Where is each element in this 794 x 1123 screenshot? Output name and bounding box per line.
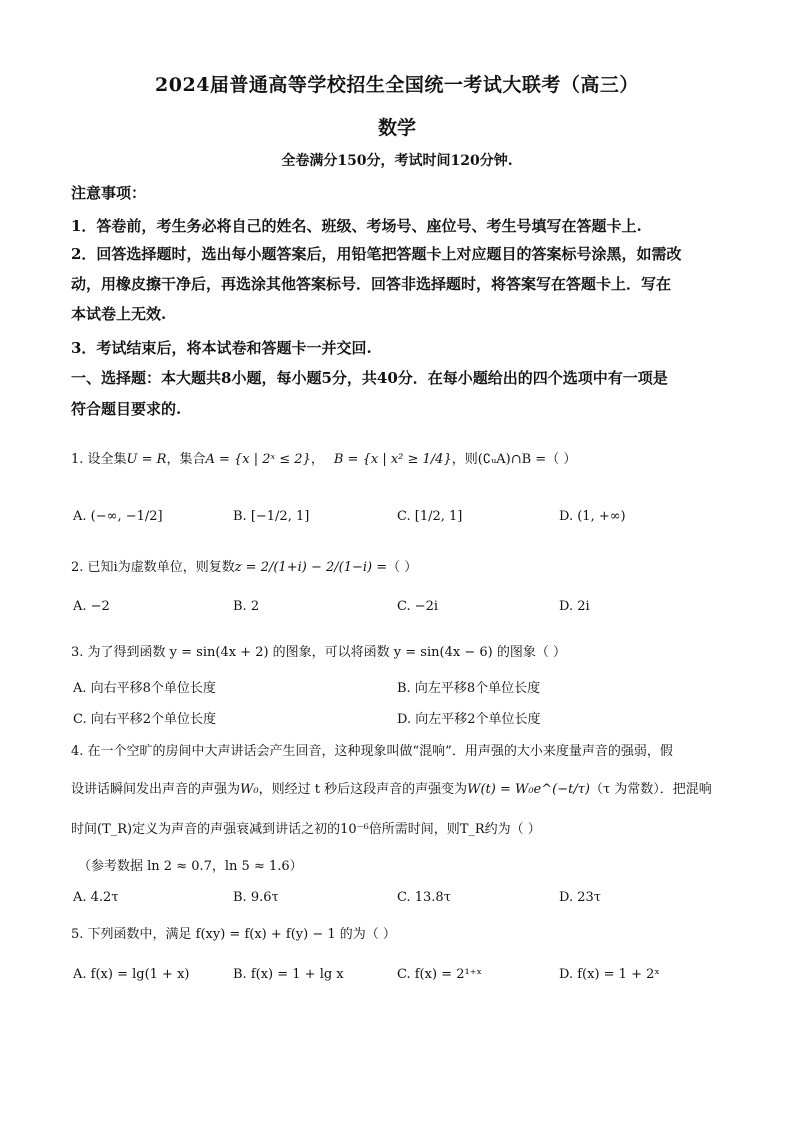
q1-sep: ， (310, 452, 324, 467)
exam-meta: 全卷满分150分，考试时间120分钟. (281, 153, 513, 169)
q5-option-c[interactable]: C. f(x) = 2¹⁺ˣ (397, 967, 483, 982)
q1-set-a: A = {x | 2ˣ ≤ 2} (205, 452, 311, 467)
q4-option-b[interactable]: B. 9.6τ (233, 890, 279, 905)
notice-item-2-line-1: 2．回答选择题时，选出每小题答案后，用铅笔把答题卡上对应题目的答案标号涂黑，如需改 (71, 245, 682, 263)
notice-item-3: 3．考试结束后，将本试卷和答题卡一并交回. (71, 339, 372, 357)
q4-formula: W(t) = W₀e^(−t/τ) (467, 782, 590, 797)
q4-line2c: （τ 为常数）．把混响 (589, 782, 712, 797)
q3-option-c[interactable]: C. 向右平移2个单位长度 (73, 712, 217, 727)
question-4-line-1: 4. 在一个空旷的房间中大声讲话会产生回音，这种现象叫做“混响”．用声强的大小来度量声音的强弱，假 (71, 744, 673, 759)
q1-set-b: B = {x | x² ≥ 1/4} (333, 452, 452, 467)
notice-heading: 注意事项： (71, 184, 147, 202)
question-4-reference: （参考数据 ln 2 ≈ 0.7，ln 5 ≈ 1.6） (78, 859, 303, 874)
q3-option-a[interactable]: A. 向右平移8个单位长度 (73, 681, 216, 696)
section1-line-2: 符合题目要求的. (71, 400, 182, 418)
q4-w0: W₀ (240, 782, 259, 797)
q1-option-b[interactable]: B. [−1/2, 1] (233, 509, 310, 524)
exam-title: 2024届普通高等学校招生全国统一考试大联考（高三） (155, 74, 639, 96)
q4-option-a[interactable]: A. 4.2τ (73, 890, 119, 905)
q2-suffix: （ ） (387, 560, 418, 575)
q1-option-a[interactable]: A. (−∞, −1/2] (73, 509, 163, 524)
q5-option-d[interactable]: D. f(x) = 1 + 2ˣ (559, 967, 660, 982)
notice-item-1: 1．答卷前，考生务必将自己的姓名、班级、考场号、座位号、考生号填写在答题卡上. (71, 217, 642, 235)
q1-option-d[interactable]: D. (1, +∞) (559, 509, 626, 524)
q4-line2b: ，则经过 t 秒后这段声音的声强变为 (258, 782, 468, 797)
q1-mid: ，集合 (166, 452, 206, 467)
q2-option-c[interactable]: C. −2i (397, 599, 439, 614)
question-2 (71, 558, 731, 578)
q1-suffix: ，则(∁ᵤA)∩B =（ ） (451, 452, 577, 467)
q3-option-d[interactable]: D. 向左平移2个单位长度 (397, 712, 541, 727)
q2-stem: 2. 已知i为虚数单位，则复数 (71, 560, 235, 575)
q1-option-c[interactable]: C. [1/2, 1] (397, 509, 463, 524)
question-1 (71, 440, 731, 480)
q4-option-c[interactable]: C. 13.8τ (397, 890, 451, 905)
subject-title: 数学 (377, 117, 416, 139)
notice-item-2-line-2: 动，用橡皮擦干净后，再选涂其他答案标号．回答非选择题时，将答案写在答题卡上．写在 (71, 275, 672, 293)
q5-option-b[interactable]: B. f(x) = 1 + lg x (233, 967, 344, 982)
q2-option-b[interactable]: B. 2 (233, 599, 260, 614)
q2-option-a[interactable]: A. −2 (73, 599, 110, 614)
q4-line2a: 设讲话瞬间发出声音的声强为 (71, 782, 241, 797)
q2-option-d[interactable]: D. 2i (559, 599, 590, 614)
notice-item-2-line-3: 本试卷上无效. (71, 305, 167, 323)
q1-set-u: U = R (126, 452, 167, 467)
q3-option-b[interactable]: B. 向左平移8个单位长度 (397, 681, 541, 696)
question-4-line-3: 时间(T_R)定义为声音的声强衰减到讲话之初的10⁻⁶倍所需时间，则T_R约为（ ） (71, 822, 541, 837)
q2-expr: z = 2/(1+i) − 2/(1−i) = (234, 560, 388, 575)
q5-option-a[interactable]: A. f(x) = lg(1 + x) (73, 967, 190, 982)
question-5: 5. 下列函数中，满足 f(xy) = f(x) + f(y) − 1 的为（ ） (71, 927, 396, 942)
section1-line-1: 一、选择题：本大题共8小题，每小题5分，共40分．在每小题给出的四个选项中有一项是 (71, 369, 668, 387)
q4-option-d[interactable]: D. 23τ (559, 890, 601, 905)
q1-prefix: 1. 设全集 (71, 452, 127, 467)
question-4-line-2 (71, 780, 731, 800)
question-3: 3. 为了得到函数 y = sin(4x + 2) 的图象，可以将函数 y = sin(4x − 6) 的图象（ ） (71, 645, 566, 660)
